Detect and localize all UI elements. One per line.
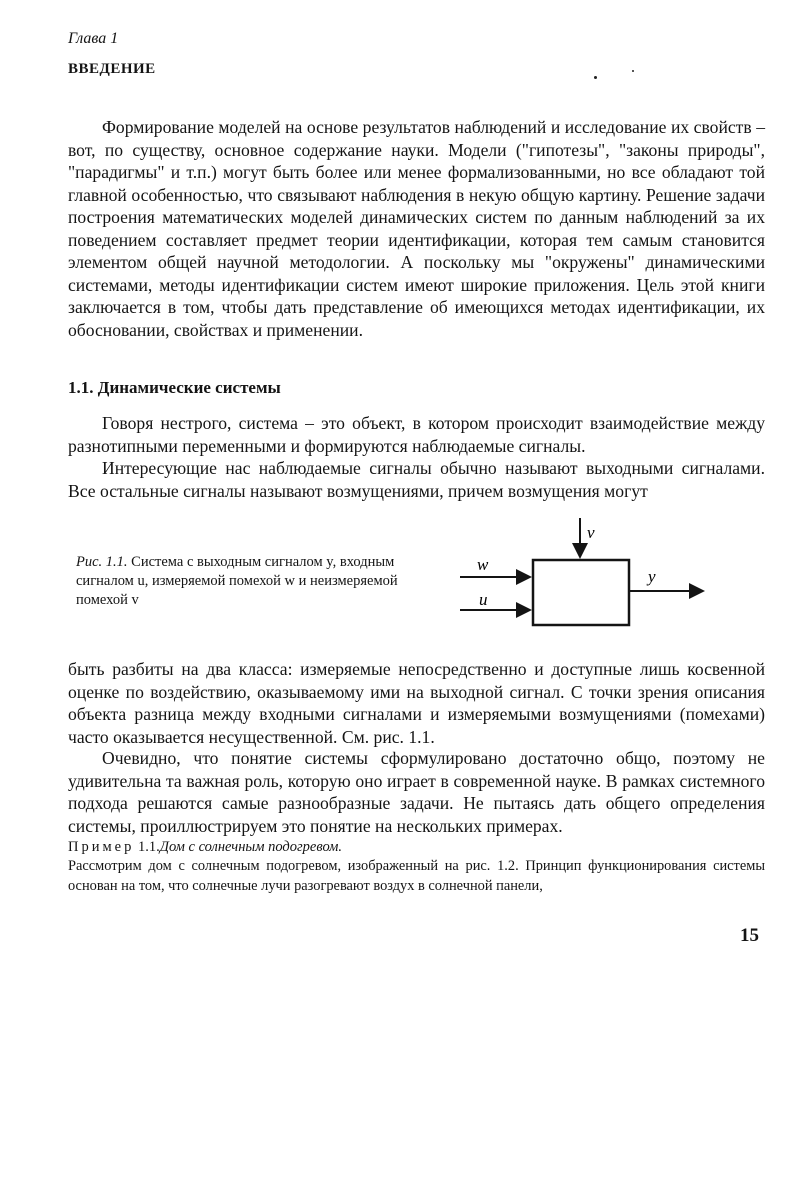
w-label: w bbox=[477, 555, 489, 574]
example-prefix: Пример bbox=[68, 839, 135, 855]
section-paragraph-2: Интересующие нас наблюдаемые сигналы обычно называют выходными сигналами. Все остальные сигналы называют возмущениями, причем возмущения могут bbox=[68, 458, 765, 501]
example-title: Дом с солнечным подогревом. bbox=[159, 839, 343, 855]
system-diagram bbox=[455, 515, 715, 635]
example-text: Рассмотрим дом с солнечным подогревом, изображенный на рис. 1.2. Принцип функционирования системы основан на том, что солнечные лучи разогревают воздух в солнечной панели, bbox=[68, 858, 765, 894]
section-heading: 1.1. Динамические системы bbox=[68, 378, 281, 397]
section-paragraph-1: Говоря нестрого, система – это объект, в котором происходит взаимодействие между разнотипными переменными и формируются наблюдаемые сигналы. bbox=[68, 413, 765, 456]
scan-speck bbox=[594, 76, 597, 79]
u-label: u bbox=[479, 590, 488, 609]
example-heading bbox=[68, 839, 342, 856]
section-paragraph-3: быть разбиты на два класса: измеряемые непосредственно и доступные лишь косвенной оценке по воздействию, оказываемому ими на выходной сигнал. С точки зрения описания объекта разница между входными сигналами и измеряемыми возмущениями (помехами) часто оказывается несущественной. См. рис. 1.1. bbox=[68, 659, 765, 747]
chapter-title: ВВЕДЕНИЕ bbox=[68, 61, 156, 77]
scan-speck bbox=[632, 70, 634, 72]
figure-caption bbox=[76, 553, 426, 610]
section-paragraph-4: Очевидно, что понятие системы сформулировано достаточно общо, поэтому не удивительна та важная роль, которую оно играет в современной науке. В рамках системного подхода решаются самые разнообразные задачи. Не пытаясь дать общего определения системы, проиллюстрируем это понятие на нескольких примерах. bbox=[68, 748, 765, 836]
figure-label: Рис. 1.1. bbox=[76, 554, 128, 570]
page-number: 15 bbox=[740, 925, 759, 946]
example-number: 1.1. bbox=[137, 839, 160, 855]
y-label: y bbox=[648, 567, 656, 586]
chapter-label: Глава 1 bbox=[68, 30, 119, 47]
figure-caption-text: Система с выходным сигналом y, входным сигналом u, измеряемой помехой w и неизмеряемой помехой v bbox=[76, 554, 398, 608]
v-label: v bbox=[587, 523, 595, 542]
system-block bbox=[533, 560, 629, 625]
intro-paragraph: Формирование моделей на основе результатов наблюдений и исследование их свойств – вот, по существу, основное содержание науки. Модели ("гипотезы", "законы природы", "парадигмы" и т.п.) могут быть более или менее формализованными, но все обладают той главной особенностью, что связывают наблюдения в некую общую картину. Решение задачи построения математических моделей динамических систем по данным наблюдений за их поведением составляет предмет теории идентификации, которая тем самым становится элементом общей научной методологии. А поскольку мы "окружены" динамическими системами, методы идентификации систем имеют широкие приложения. Цель этой книги заключается в том, чтобы дать представление об имеющихся методах идентификации, их обосновании, свойствах и применении. bbox=[68, 117, 765, 340]
